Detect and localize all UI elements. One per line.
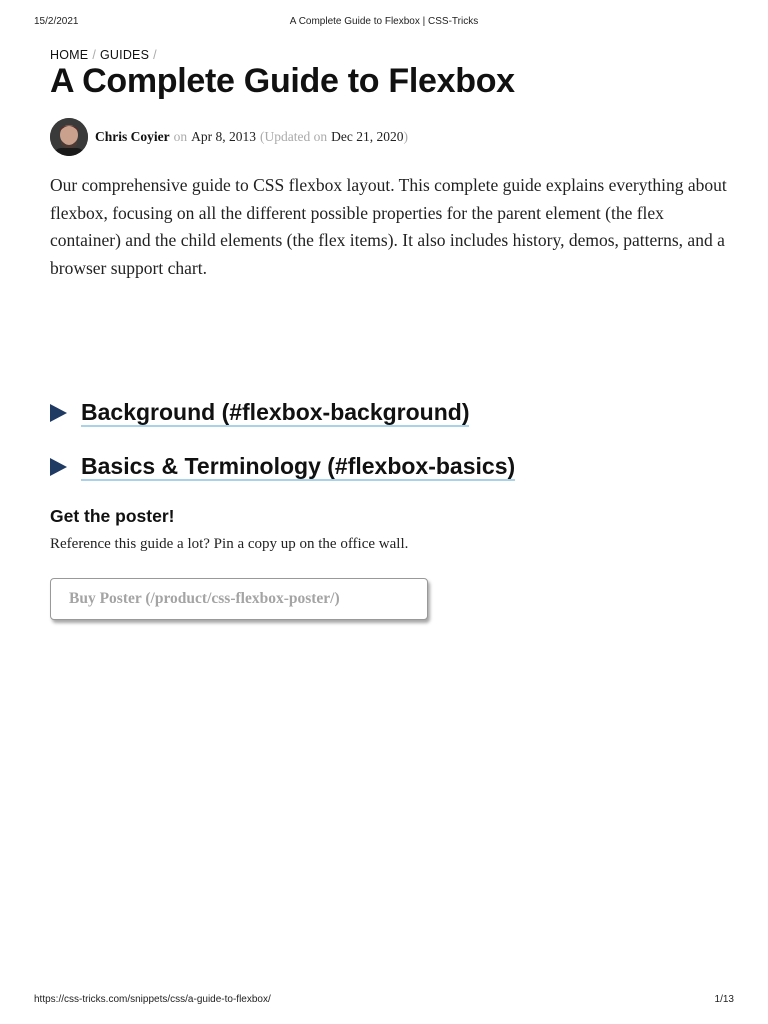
intro-paragraph: Our comprehensive guide to CSS flexbox layout. This complete guide explains everything about flexbox, focusing on all the different possible properties for the parent element (the flex container) and the child elements (the flex items). It also includes history, demos, patterns, and a browser support chart. — [50, 175, 727, 278]
table-of-contents — [50, 398, 730, 506]
print-url: https://css-tricks.com/snippets/css/a-guide-to-flexbox/ — [34, 994, 271, 1005]
buy-poster-button[interactable]: Buy Poster (/product/css-flexbox-poster/) — [50, 578, 428, 620]
toc-item — [50, 452, 730, 482]
updated-date: Dec 21, 2020 — [331, 129, 404, 144]
byline-on: on — [173, 129, 188, 144]
avatar[interactable] — [50, 118, 88, 156]
breadcrumb-separator: / — [92, 48, 96, 62]
triangle-right-icon[interactable] — [50, 404, 67, 422]
byline — [50, 118, 408, 156]
print-footer — [0, 994, 768, 1010]
toc-link-background[interactable]: Background (#flexbox-background) — [81, 399, 470, 425]
author-avatar-icon — [50, 118, 88, 156]
breadcrumb — [50, 48, 161, 62]
print-header — [0, 16, 768, 32]
page-title: A Complete Guide to Flexbox — [50, 62, 515, 100]
author-link[interactable]: Chris Coyier — [95, 129, 170, 144]
poster-heading: Get the poster! — [50, 506, 175, 526]
print-date: 15/2/2021 — [34, 16, 79, 27]
publish-date: Apr 8, 2013 — [191, 129, 256, 144]
toc-item — [50, 398, 730, 428]
print-page-title: A Complete Guide to Flexbox | CSS-Tricks — [289, 16, 479, 27]
updated-close: ) — [403, 129, 408, 144]
page-number: 1/13 — [714, 994, 734, 1005]
breadcrumb-guides[interactable]: GUIDES — [100, 48, 150, 62]
breadcrumb-separator: / — [153, 48, 157, 62]
updated-label: (Updated on — [260, 129, 328, 144]
breadcrumb-home[interactable]: HOME — [50, 48, 89, 62]
triangle-right-icon[interactable] — [50, 458, 67, 476]
toc-link-basics[interactable]: Basics & Terminology (#flexbox-basics) — [81, 453, 516, 479]
poster-text: Reference this guide a lot? Pin a copy up on the office wall. — [50, 536, 409, 552]
